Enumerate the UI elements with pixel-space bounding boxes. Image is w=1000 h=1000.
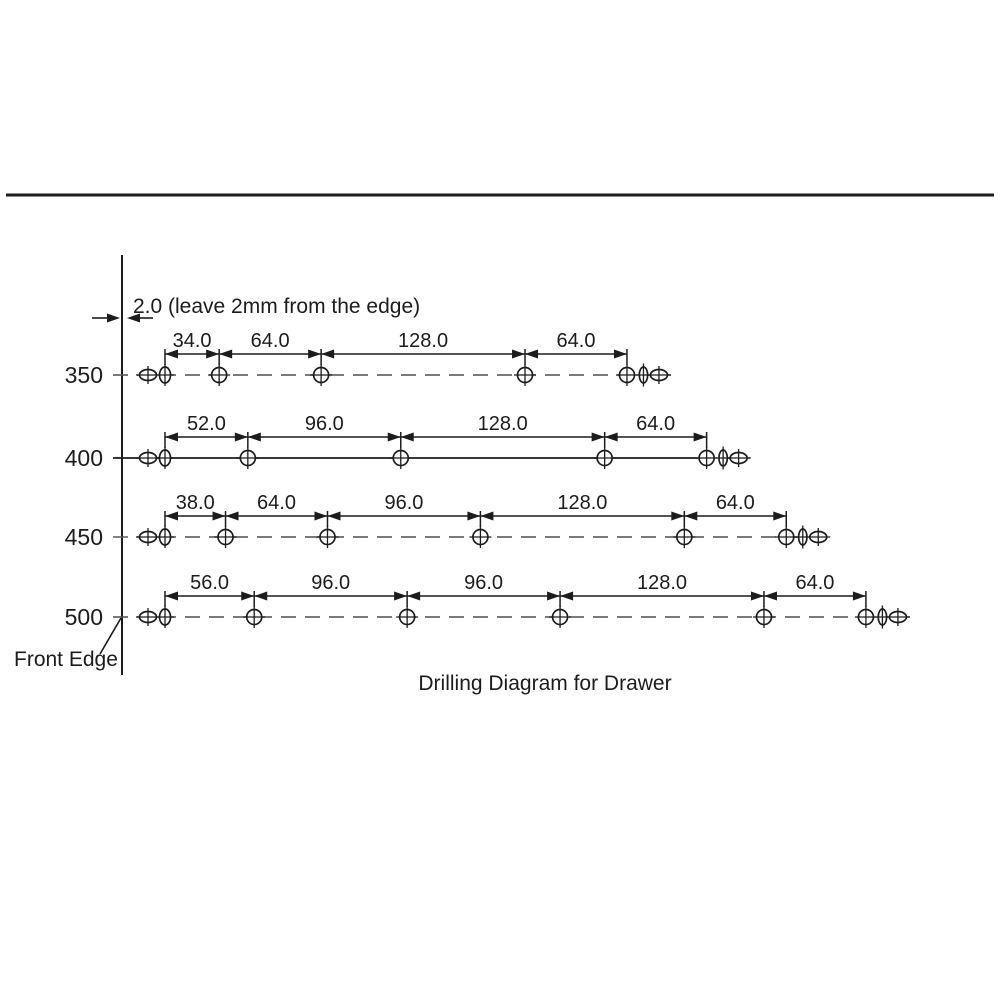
drill-hole-marker — [514, 364, 536, 386]
drill-hole-marker — [316, 526, 338, 548]
dimension-label: 64.0 — [250, 330, 290, 352]
dimension-arrow — [407, 592, 420, 601]
dimension-arrow — [327, 512, 340, 521]
drill-row-400 — [65, 413, 751, 471]
drill-hole-marker — [237, 447, 259, 469]
slot-marker — [886, 608, 910, 626]
dimension-arrow — [684, 512, 697, 521]
dimension-label: 128.0 — [636, 572, 688, 594]
drill-hole-marker — [156, 447, 174, 469]
dimension-label: 128.0 — [477, 413, 528, 435]
dimension-arrow — [525, 350, 538, 359]
dimension-label: 38.0 — [175, 492, 215, 514]
dimension-arrow — [467, 512, 480, 521]
dimension-label: 56.0 — [190, 572, 230, 594]
dimension-arrow — [751, 592, 764, 601]
dimension-arrow — [219, 350, 232, 359]
drill-hole-marker — [616, 364, 638, 386]
slot-marker — [806, 528, 830, 546]
dimension-arrow — [671, 512, 684, 521]
dimension-label: 64.0 — [795, 572, 835, 594]
dimension-arrow — [605, 433, 618, 442]
dimension-arrow — [165, 592, 178, 601]
dimension-arrow — [394, 592, 407, 601]
dimension-arrow — [592, 433, 605, 442]
drill-row-350 — [65, 330, 671, 388]
dimension-arrow — [308, 350, 321, 359]
dimension-arrow — [694, 433, 707, 442]
drill-hole-marker — [215, 526, 237, 548]
dimension-arrow — [512, 350, 525, 359]
dimension-arrow — [764, 592, 777, 601]
drill-hole-marker — [243, 606, 265, 628]
dimension-label: 96.0 — [311, 572, 351, 594]
diagram-title: Drilling Diagram for Drawer — [418, 672, 672, 695]
dimension-label: 52.0 — [186, 413, 226, 435]
drill-hole-marker — [549, 606, 571, 628]
slot-marker — [727, 449, 751, 467]
front-edge-label: Front Edge — [14, 648, 118, 671]
dimension-arrow — [853, 592, 866, 601]
dimension-arrow — [560, 592, 573, 601]
row-length-label: 350 — [64, 362, 103, 388]
dimension-arrow — [226, 512, 239, 521]
dimension-label: 64.0 — [715, 492, 755, 514]
drill-hole-marker — [775, 526, 797, 548]
drill-hole-marker — [310, 364, 332, 386]
drill-hole-marker — [469, 526, 491, 548]
edge-offset-note: 2.0 (leave 2mm from the edge) — [133, 295, 421, 318]
dimension-arrow — [547, 592, 560, 601]
dimension-arrow — [107, 314, 120, 323]
dimension-arrow — [321, 350, 334, 359]
row-length-label: 450 — [64, 524, 103, 550]
dimension-label: 64.0 — [556, 330, 596, 352]
dimension-label: 64.0 — [257, 492, 296, 514]
row-length-label: 400 — [64, 445, 103, 471]
row-length-label: 500 — [64, 604, 103, 630]
drill-hole-marker — [396, 606, 418, 628]
dimension-arrow — [480, 512, 493, 521]
dimension-label: 96.0 — [304, 413, 344, 435]
dimension-arrow — [165, 433, 178, 442]
drill-hole-marker — [594, 447, 616, 469]
dimension-arrow — [235, 433, 248, 442]
drill-hole-marker — [208, 364, 230, 386]
dimension-label: 34.0 — [172, 330, 212, 352]
drill-hole-marker — [390, 447, 412, 469]
drill-hole-marker — [673, 526, 695, 548]
drill-hole-marker — [753, 606, 775, 628]
drill-row-500 — [65, 572, 910, 630]
dimension-arrow — [254, 592, 267, 601]
slot-marker — [647, 366, 671, 384]
dimension-arrow — [773, 512, 786, 521]
drill-row-450 — [65, 492, 831, 550]
drill-hole-marker — [156, 364, 174, 386]
dimension-arrow — [614, 350, 627, 359]
dimension-label: 128.0 — [398, 330, 449, 352]
dimension-arrow — [248, 433, 261, 442]
dimension-label: 96.0 — [384, 492, 424, 514]
dimension-arrow — [401, 433, 414, 442]
drill-hole-marker — [156, 526, 174, 548]
dimension-arrow — [241, 592, 254, 601]
drill-hole-marker — [855, 606, 877, 628]
drill-hole-marker — [156, 606, 174, 628]
dimension-label: 96.0 — [464, 572, 504, 594]
dimension-label: 128.0 — [557, 492, 608, 514]
drill-hole-marker — [696, 447, 718, 469]
dimension-label: 64.0 — [636, 413, 676, 435]
dimension-arrow — [388, 433, 401, 442]
dimension-arrow — [314, 512, 327, 521]
